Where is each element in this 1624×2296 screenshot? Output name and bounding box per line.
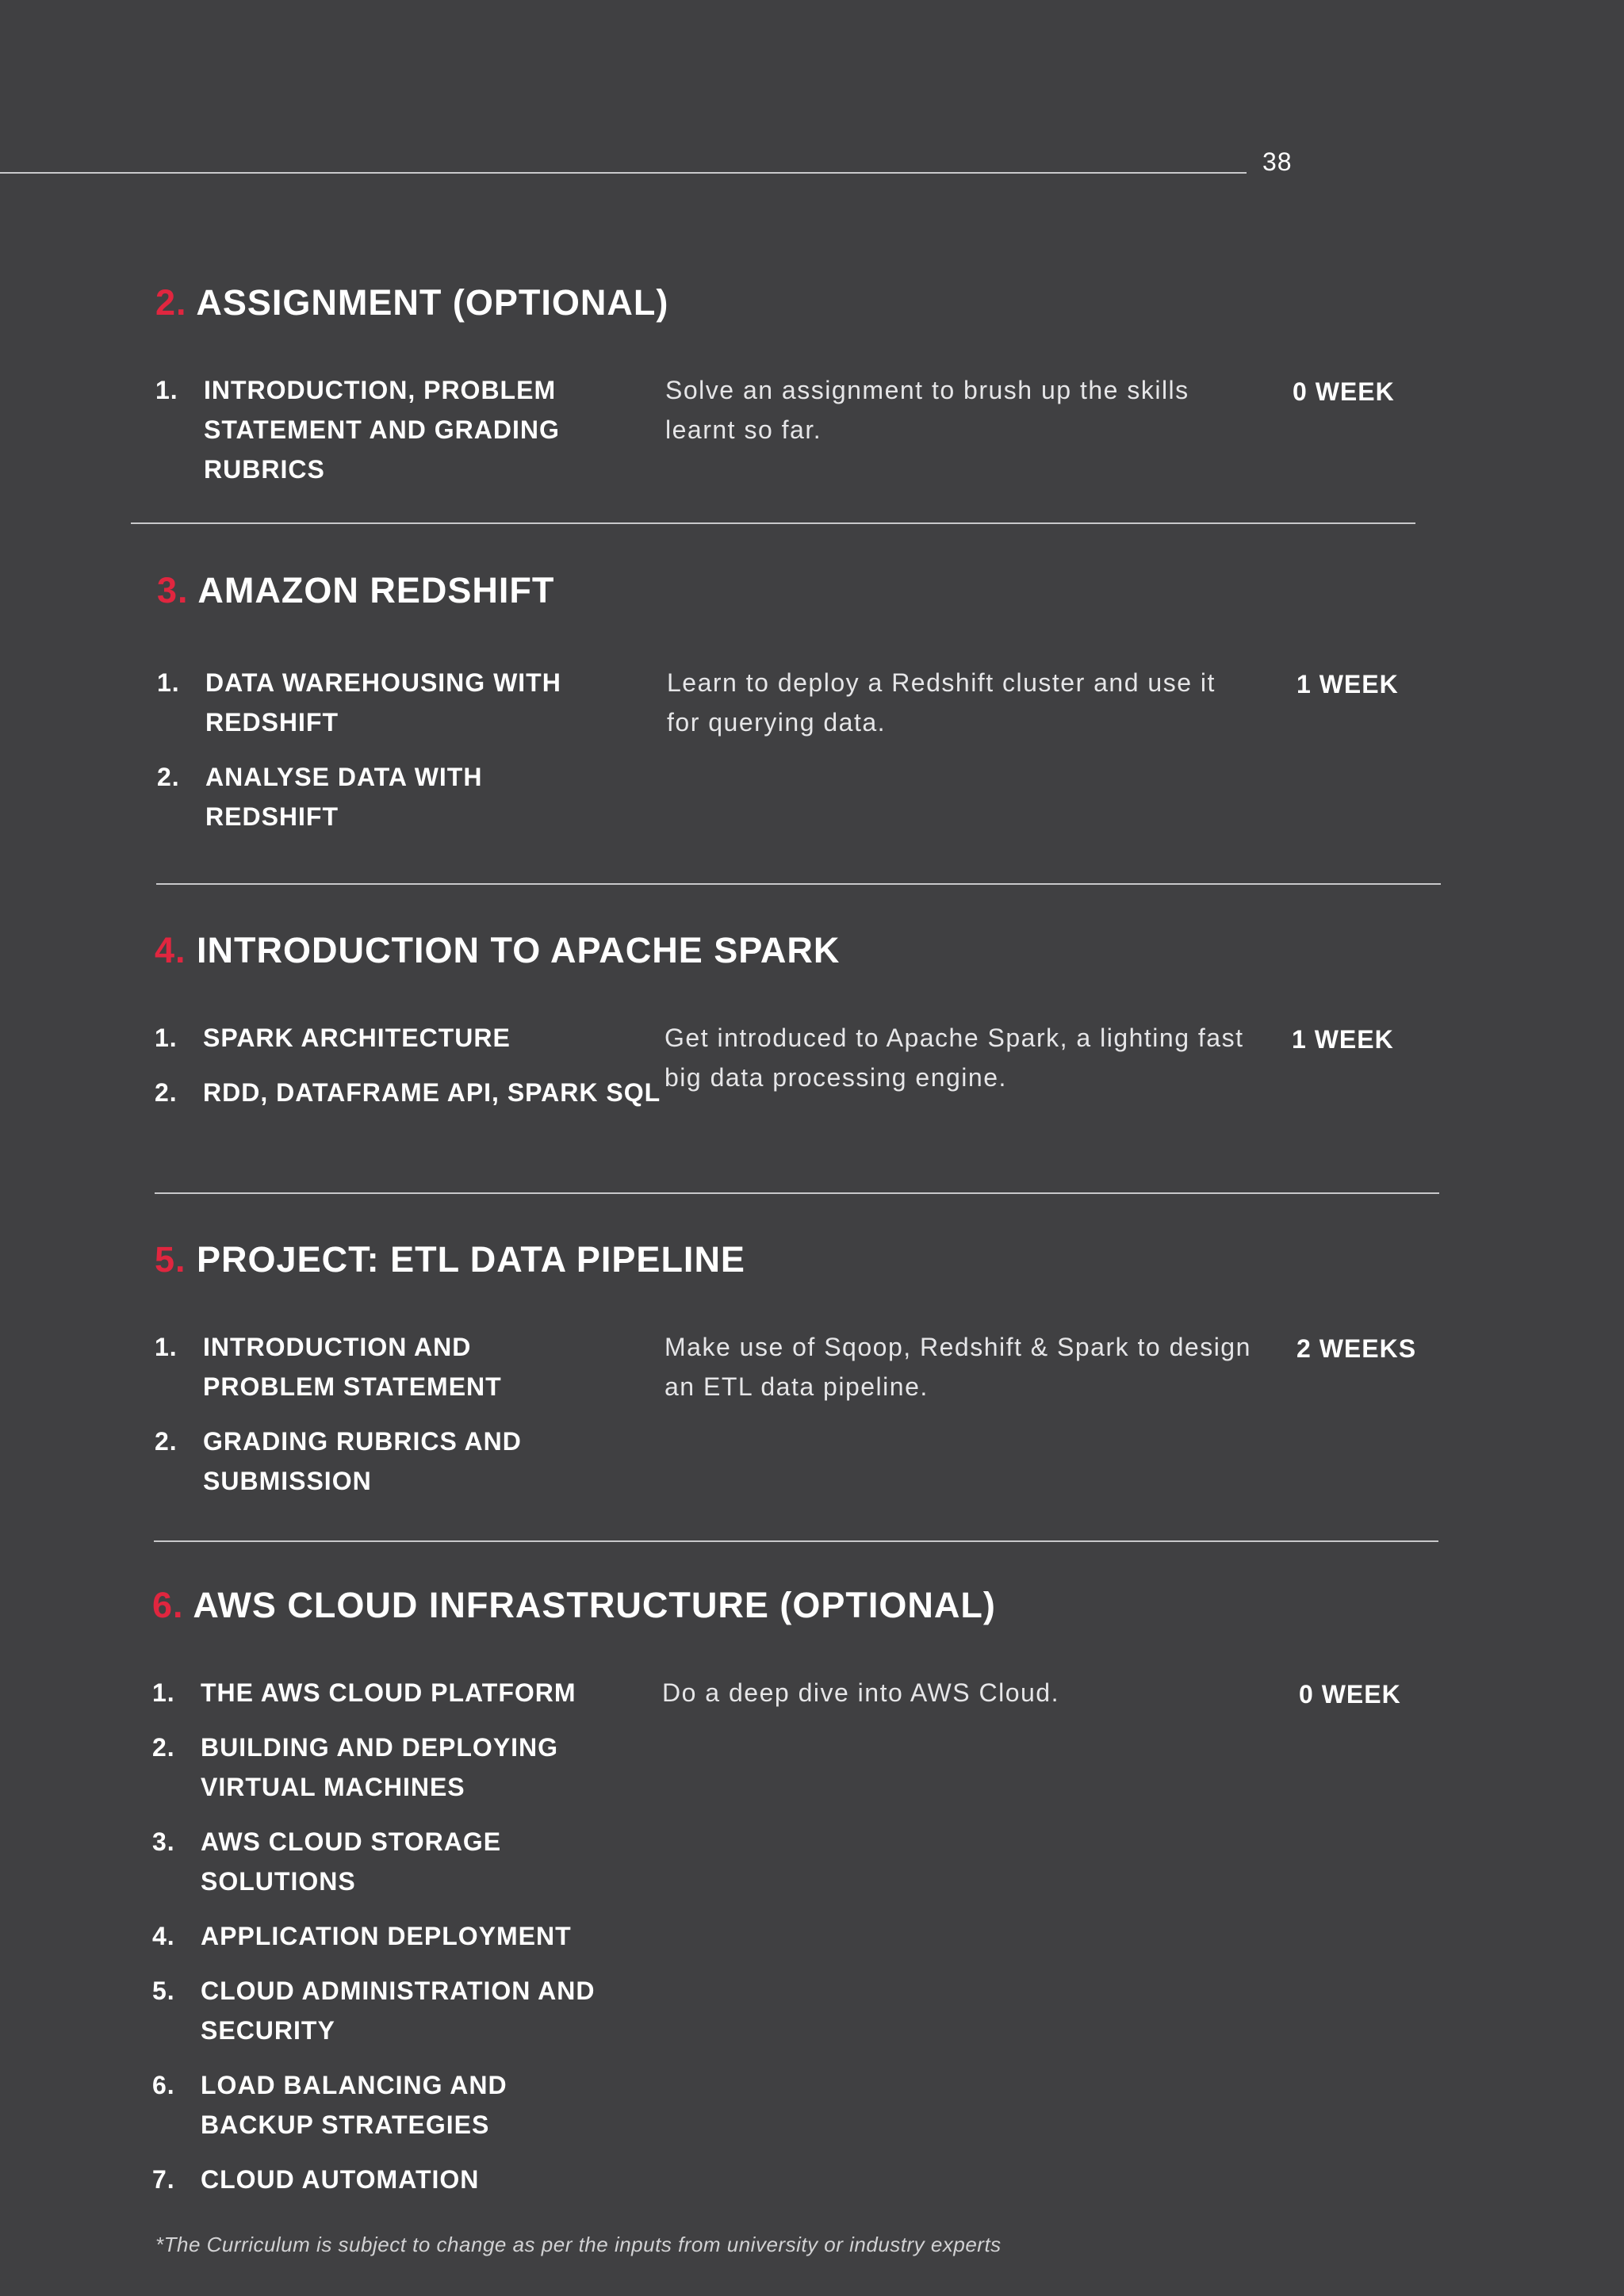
topic-item (157, 663, 626, 742)
section-title (152, 1584, 996, 1627)
topic-item (155, 1073, 663, 1112)
section-title (155, 281, 668, 324)
topic-item (157, 757, 554, 836)
topic-item (152, 1728, 621, 1807)
topic-item (152, 2065, 581, 2145)
topic-number: 3. (152, 1827, 175, 1856)
topic-label: INTRODUCTION, PROBLEM STATEMENT AND GRADING RUBRICS (204, 376, 560, 484)
section-number: 6. (152, 1585, 184, 1625)
section-divider (155, 1192, 1439, 1194)
section-description: Make use of Sqoop, Redshift & Spark to design an ETL data pipeline. (665, 1333, 1251, 1401)
topic-list (155, 370, 631, 504)
header-rule (0, 172, 1247, 174)
module-section (157, 569, 1399, 831)
topic-label: CLOUD ADMINISTRATION AND SECURITY (201, 1976, 596, 2045)
section-number: 5. (155, 1239, 186, 1280)
section-duration: 0 WEEK (1299, 1680, 1401, 1709)
topic-item (152, 1971, 597, 2050)
topic-number: 1. (155, 1024, 178, 1052)
topic-number: 1. (155, 376, 178, 404)
topic-item (152, 1916, 661, 1956)
section-number: 4. (155, 930, 186, 970)
topic-label: CLOUD AUTOMATION (201, 2165, 480, 2194)
topic-item (155, 370, 632, 489)
section-number: 2. (155, 282, 187, 323)
topic-label: APPLICATION DEPLOYMENT (201, 1922, 572, 1950)
module-section (155, 1238, 1417, 1495)
section-divider (154, 1540, 1438, 1542)
topic-item (152, 2160, 661, 2199)
topic-item (155, 1422, 599, 1501)
topic-number: 5. (152, 1976, 175, 2005)
topic-label: BUILDING AND DEPLOYING VIRTUAL MACHINES (201, 1733, 559, 1801)
section-divider (131, 522, 1415, 524)
topic-label: DATA WAREHOUSING WITH REDSHIFT (205, 668, 561, 737)
topic-label: THE AWS CLOUD PLATFORM (201, 1678, 576, 1707)
topic-item (152, 1673, 661, 1712)
section-duration: 1 WEEK (1297, 670, 1399, 698)
topic-label: INTRODUCTION AND PROBLEM STATEMENT (203, 1333, 502, 1401)
curriculum-footnote: *The Curriculum is subject to change as per the inputs from university or industry experts (155, 2233, 1002, 2256)
topic-number: 6. (152, 2071, 175, 2099)
section-title-text: INTRODUCTION TO APACHE SPARK (197, 930, 841, 970)
topic-number: 2. (152, 1733, 175, 1762)
topic-number: 4. (152, 1922, 175, 1950)
topic-number: 1. (152, 1678, 175, 1707)
section-description: Do a deep dive into AWS Cloud. (662, 1678, 1059, 1707)
section-title (155, 929, 840, 972)
section-title-text: ASSIGNMENT (OPTIONAL) (196, 282, 669, 323)
section-description: Learn to deploy a Redshift cluster and use it for querying data. (667, 668, 1216, 737)
topic-label: SPARK ARCHITECTURE (203, 1024, 511, 1052)
topic-number: 2. (155, 1427, 178, 1456)
topic-number: 2. (155, 1078, 178, 1107)
section-title (157, 569, 554, 612)
topic-label: AWS CLOUD STORAGE SOLUTIONS (201, 1827, 502, 1896)
topic-item (152, 1822, 597, 1901)
section-duration: 0 WEEK (1293, 377, 1395, 406)
topic-list (152, 1673, 628, 2214)
topic-number: 7. (152, 2165, 175, 2194)
topic-item (155, 1327, 599, 1406)
topic-number: 1. (157, 668, 180, 697)
section-duration: 1 WEEK (1292, 1025, 1394, 1054)
section-title (155, 1238, 745, 1281)
page-number: 38 (1262, 147, 1293, 176)
topic-item (155, 1018, 663, 1058)
topic-label: RDD, DATAFRAME API, SPARK SQL (203, 1078, 661, 1107)
topic-list (155, 1018, 661, 1127)
section-number: 3. (157, 570, 189, 610)
module-section (155, 929, 1394, 1107)
topic-list (155, 1327, 630, 1516)
section-title-text: AMAZON REDSHIFT (197, 570, 555, 610)
section-title-text: AWS CLOUD INFRASTRUCTURE (OPTIONAL) (193, 1585, 996, 1625)
topic-number: 1. (155, 1333, 178, 1361)
topic-number: 2. (157, 763, 180, 791)
section-divider (156, 883, 1441, 885)
section-title-text: PROJECT: ETL DATA PIPELINE (197, 1239, 745, 1280)
topic-label: GRADING RUBRICS AND SUBMISSION (203, 1427, 522, 1495)
topic-list (157, 663, 633, 851)
module-section (155, 281, 1395, 484)
section-duration: 2 WEEKS (1297, 1334, 1417, 1363)
topic-label: LOAD BALANCING AND BACKUP STRATEGIES (201, 2071, 508, 2139)
section-description: Get introduced to Apache Spark, a lighting fast big data processing engine. (665, 1024, 1244, 1092)
module-section (152, 1584, 1401, 2194)
topic-label: ANALYSE DATA WITH REDSHIFT (205, 763, 483, 831)
section-description: Solve an assignment to brush up the skills learnt so far. (665, 376, 1189, 444)
